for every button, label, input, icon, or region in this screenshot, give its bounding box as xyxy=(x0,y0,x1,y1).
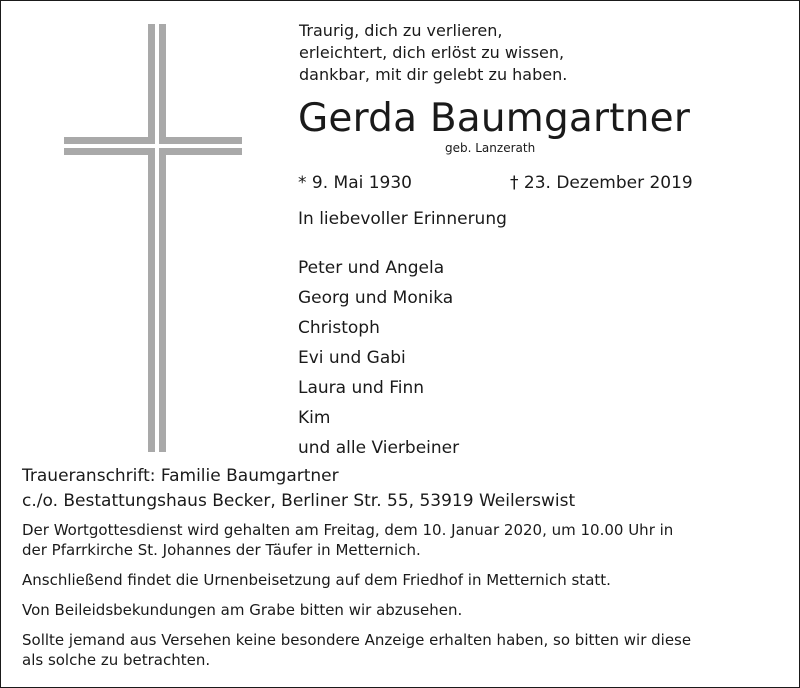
cross-vertical-left-line xyxy=(148,24,155,452)
address-line-1: Traueranschrift: Familie Baumgartner xyxy=(22,466,339,486)
poem-line: Traurig, dich zu verlieren, xyxy=(299,21,503,40)
cross-horizontal-bottom-line xyxy=(64,148,242,155)
mourning-address xyxy=(22,464,575,514)
missing-announcement-notice xyxy=(22,630,782,670)
burial-notice: Anschließend findet die Urnenbeisetzung auf dem Friedhof in Metternich statt. xyxy=(22,571,611,589)
family-member: Kim xyxy=(298,408,331,428)
family-member: und alle Vierbeiner xyxy=(298,438,460,458)
family-member: Christoph xyxy=(298,318,380,338)
cross-vertical-right-line xyxy=(159,24,166,452)
notice-line-1: Sollte jemand aus Versehen keine besondere Anzeige erhalten haben, so bitten wir diese xyxy=(22,631,692,649)
memory-line: In liebevoller Erinnerung xyxy=(298,209,507,229)
poem-line: dankbar, mit dir gelebt zu haben. xyxy=(299,65,568,84)
notes-section xyxy=(22,520,782,680)
family-member: Laura und Finn xyxy=(298,378,425,398)
poem-line: erleichtert, dich erlöst zu wissen, xyxy=(299,43,565,62)
notice-line-2: als solche zu betrachten. xyxy=(22,651,211,669)
family-member: Georg und Monika xyxy=(298,288,454,308)
birth-date: * 9. Mai 1930 xyxy=(298,173,413,193)
family-member: Peter und Angela xyxy=(298,258,445,278)
birth-name: geb. Lanzerath xyxy=(445,141,536,155)
condolence-notice: Von Beileidsbekundungen am Grabe bitten wir abzusehen. xyxy=(22,601,463,619)
cross-horizontal-gap xyxy=(64,144,242,148)
service-notice-line-2: der Pfarrkirche St. Johannes der Täufer in Metternich. xyxy=(22,541,421,559)
deceased-name: Gerda Baumgartner xyxy=(298,96,691,141)
family-list xyxy=(298,253,459,463)
cross-horizontal-top-line xyxy=(64,137,242,144)
poem xyxy=(299,20,567,86)
family-member: Evi und Gabi xyxy=(298,348,406,368)
service-notice-line-1: Der Wortgottesdienst wird gehalten am Freitag, dem 10. Januar 2020, um 10.00 Uhr in xyxy=(22,521,674,539)
address-line-2: c./o. Bestattungshaus Becker, Berliner Str. 55, 53919 Weilerswist xyxy=(22,491,576,511)
death-date: † 23. Dezember 2019 xyxy=(510,173,693,193)
cross-vertical-gap xyxy=(155,24,159,452)
service-notice xyxy=(22,520,782,560)
cross-icon xyxy=(64,24,242,452)
